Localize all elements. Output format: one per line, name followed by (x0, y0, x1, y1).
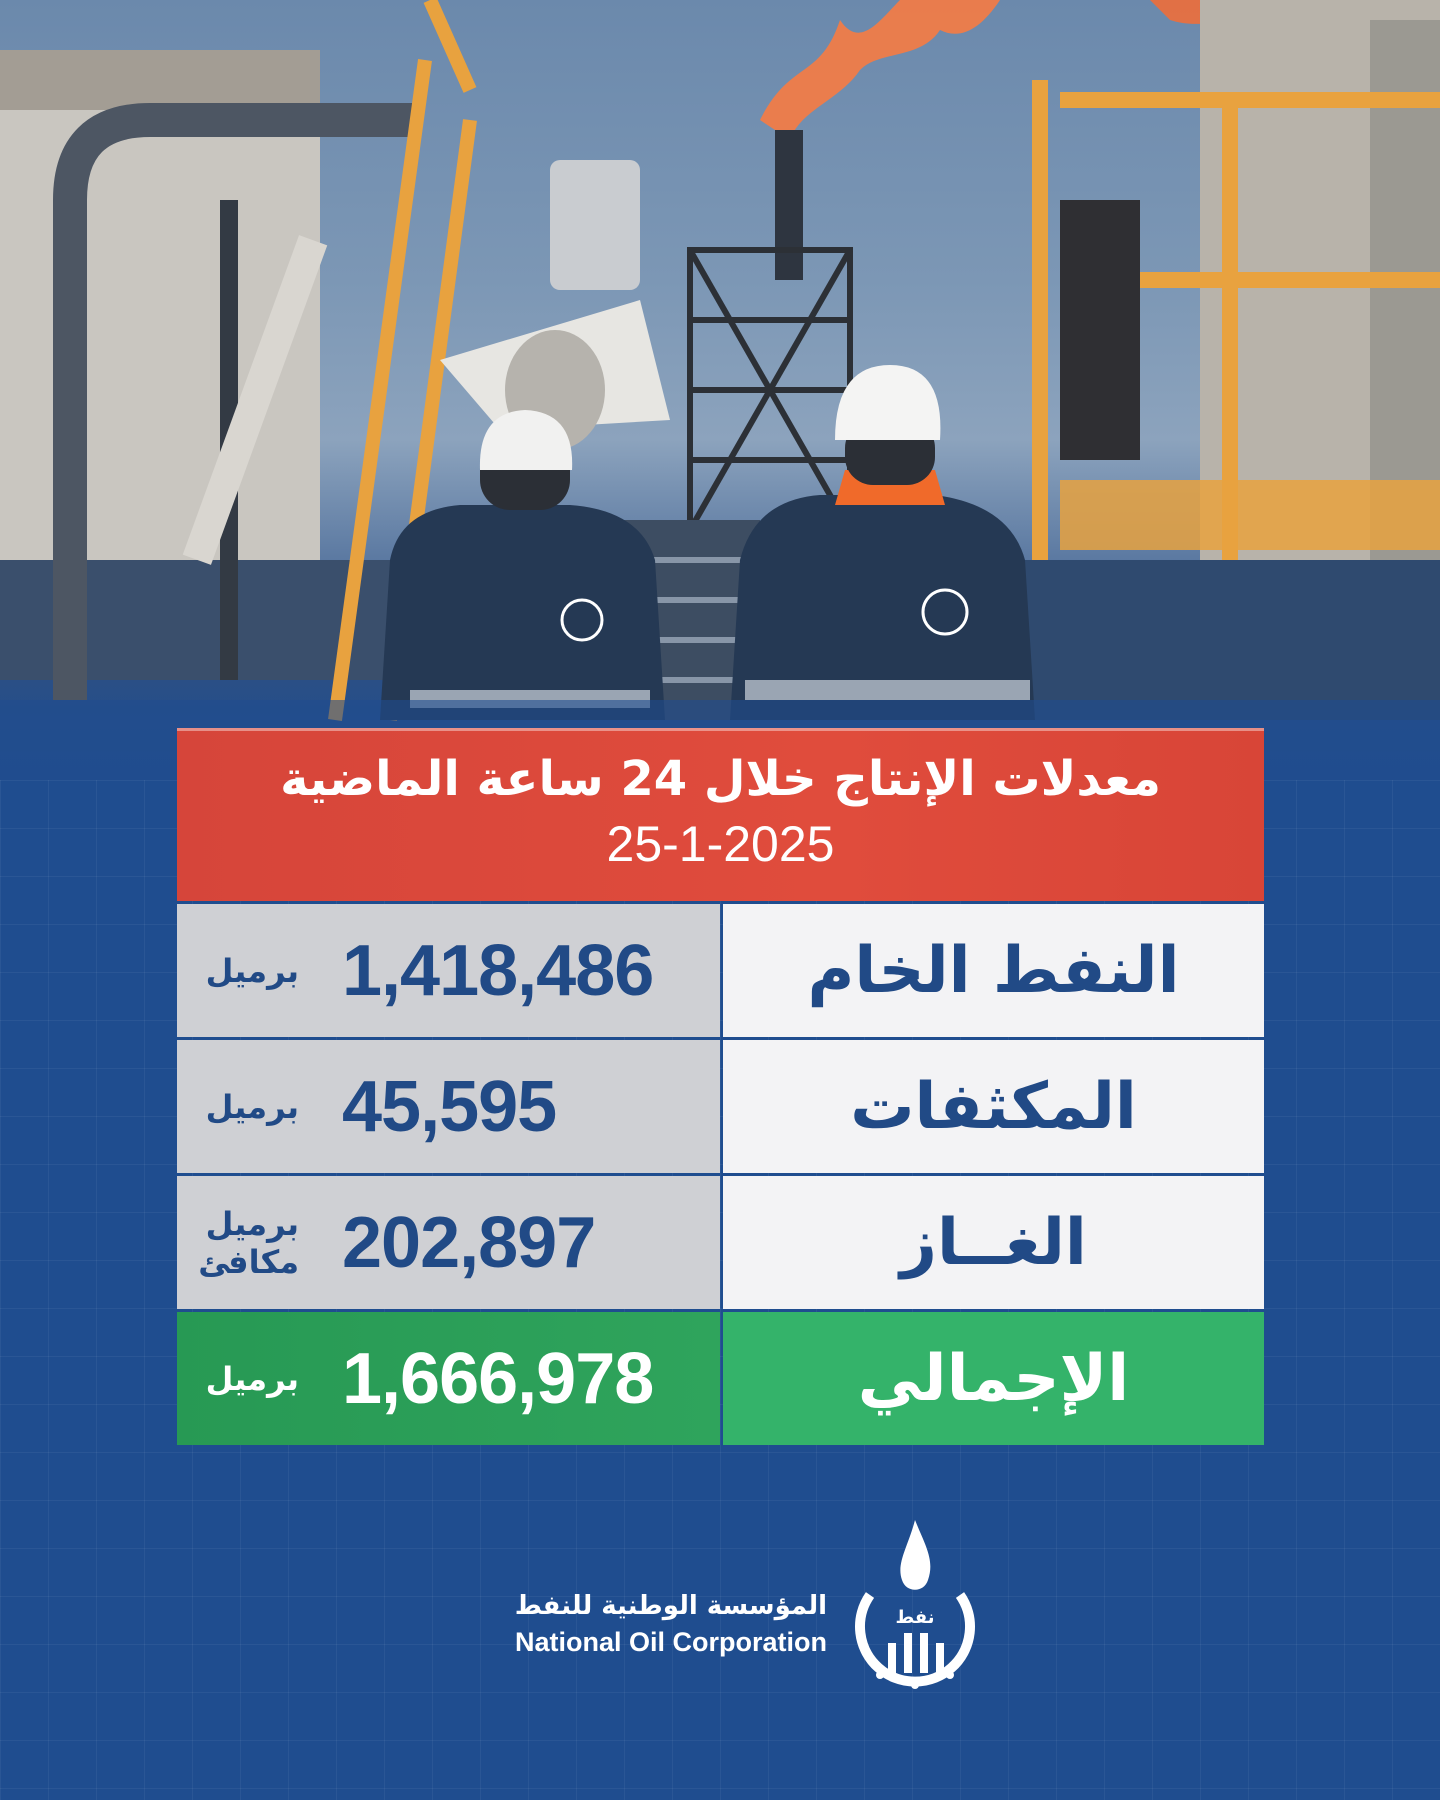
table-row-gas (177, 1176, 1264, 1309)
value-cell (177, 1040, 720, 1173)
value-number: 1,418,486 (342, 930, 654, 1011)
flame-emblem-icon (840, 1515, 990, 1695)
worker-right (730, 365, 1035, 720)
unit-label: برميل (205, 1359, 299, 1398)
emblem-text: نفط (895, 1607, 935, 1628)
logo-name-ar: المؤسسة الوطنية للنفط (514, 1591, 827, 1621)
value-cell (177, 1176, 720, 1309)
unit-label: برميل (205, 1087, 299, 1126)
table-header (177, 728, 1264, 901)
refinery-photo (0, 0, 1440, 800)
unit-label: برميل مكافئ (198, 1204, 299, 1281)
row-label: النفط الخام (723, 904, 1264, 1037)
value-number: 202,897 (342, 1202, 596, 1283)
table-row-crude-oil (177, 904, 1264, 1037)
table-row-total (177, 1312, 1264, 1445)
row-label: الغــاز (723, 1176, 1264, 1309)
header-date: 25-1-2025 (606, 816, 835, 872)
row-label: المكثفات (723, 1040, 1264, 1173)
value-number: 45,595 (342, 1066, 557, 1147)
header-title: معدلات الإنتاج خلال 24 ساعة الماضية (280, 751, 1161, 807)
unit-label: برميل (205, 951, 299, 990)
total-value-number: 1,666,978 (342, 1338, 654, 1419)
production-table (177, 728, 1264, 1445)
value-cell (177, 904, 720, 1037)
table-row-condensates (177, 1040, 1264, 1173)
total-label: الإجمالي (723, 1312, 1264, 1445)
logo-name-en: National Oil Corporation (514, 1627, 827, 1657)
refinery-scene-illustration (0, 0, 1440, 800)
noc-logo (490, 1515, 990, 1695)
total-value-cell (177, 1312, 720, 1445)
